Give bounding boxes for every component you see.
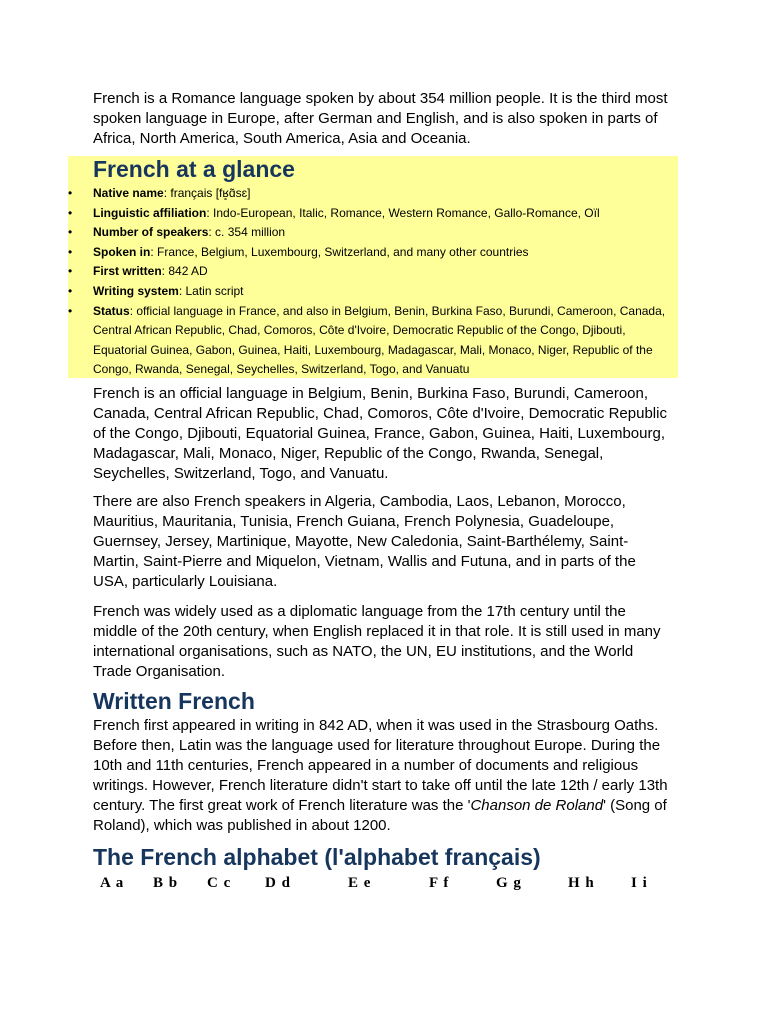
alphabet-letter: A a [100,875,125,891]
glance-item-text: : 842 AD [161,264,208,279]
alphabet-letter: F f [429,875,450,891]
alphabet-row [0,875,768,895]
alphabet-letter: I i [631,875,648,891]
alphabet-letter: C c [207,875,232,891]
glance-item-label: Native name [93,186,164,200]
glance-item-text: : c. 354 million [208,225,286,240]
bullet-icon: • [68,303,73,318]
glance-list [68,184,678,380]
bullet-icon: • [68,264,73,279]
alphabet-letter: B b [153,875,179,891]
glance-item-text: : Latin script [178,283,244,298]
glance-item-label: Spoken in [93,244,151,259]
glance-item-spoken-in [68,243,678,263]
glance-item-label: Number of speakers [93,225,209,240]
bullet-icon: • [68,244,73,259]
glance-title: French at a glance [93,156,295,182]
glance-item-label: Status [93,303,130,318]
chanson-de-roland-title: Chanson de Roland [470,797,604,814]
bullet-icon: • [68,225,73,240]
glance-item-text: : Indo-European, Italic, Romance, Western Romance, Gallo-Romance, Oïl [206,205,600,220]
glance-item-writing-system [68,282,678,302]
written-text-before: French first appeared in writing in 842 AD, when it was used in the Strasbourg Oaths. Before then, Latin was the language used for literature throughout Europe. During the 10th and 11th centuries, French appeared in a number of documents and religious writings. However, French literature didn't start to take off until the late 12th / early 13th century. The first great work of French literature was the ' [93,717,668,814]
glance-item-linguistic-affiliation [68,204,678,224]
written-text-after: ' (Song of Roland), which was published in about 1200. [93,797,667,834]
glance-item-label: Writing system [93,283,179,298]
written-french-heading: Written French [93,688,255,714]
bullet-icon: • [68,205,73,220]
glance-item-text: : français [fʁ̥ɑ̃sɛ] [163,186,251,200]
alphabet-letter: G g [496,875,522,891]
alphabet-letter: E e [348,875,372,891]
glance-box [68,156,678,378]
alphabet-letter: H h [568,875,595,891]
glance-item-first-written [68,262,678,282]
alphabet-letter: D d [265,875,291,891]
alphabet-heading: The French alphabet (l'alphabet français) [93,844,541,870]
glance-item-number-of-speakers [68,223,678,243]
official-languages-paragraph: French is an official language in Belgium, Benin, Burkina Faso, Burundi, Cameroon, Canada, Central African Republic, Chad, Comoros, Côte d'Ivoire, Democratic Republic of the Congo, Djibouti, Equatorial Guinea, France, Gabon, Guinea, Haiti, Luxembourg, Madagascar, Mali, Monaco, Niger, Republic of the Congo, Rwanda, Senegal, Seychelles, Switzerland, Togo, and Vanuatu. [93,385,667,482]
glance-item-label: First written [93,264,162,279]
diplomatic-language-paragraph: French was widely used as a diplomatic language from the 17th century until the middle of the 20th century, when English replaced it in that role. It is still used in many international organisations, such as NATO, the UN, EU institutions, and the World Trade Organisation. [93,603,661,680]
glance-item-native-name [68,184,678,204]
bullet-icon: • [68,283,73,298]
french-speakers-paragraph: There are also French speakers in Algeria, Cambodia, Laos, Lebanon, Morocco, Mauritius, Mauritania, Tunisia, French Guiana, French Polynesia, Guadeloupe, Guernsey, Jersey, Martinique, Mayotte, New Caledonia, Saint-Barthélemy, Saint-Martin, Saint-Pierre and Miquelon, Vietnam, Wallis and Futuna, and in parts of the USA, particularly Louisiana. [93,493,636,590]
glance-item-text: : France, Belgium, Luxembourg, Switzerland, and many other countries [150,244,529,259]
intro-paragraph: French is a Romance language spoken by about 354 million people. It is the third most spoken language in Europe, after German and English, and is also spoken in parts of Africa, North America, South America, Asia and Oceania. [93,90,668,147]
glance-item-status [68,302,678,380]
glance-item-label: Linguistic affiliation [93,205,207,220]
written-french-paragraph [93,716,673,836]
bullet-icon: • [68,186,73,200]
glance-item-text: : official language in France, and also in Belgium, Benin, Burkina Faso, Burundi, Cameroon, Canada, Central African Republic, Chad, Comoros, Côte d'Ivoire, Democratic Republic of the Congo, Djibouti, Equatorial Guinea, Gabon, Guinea, Haiti, Luxembourg, Madagascar, Mali, Monaco, Niger, Republic of the Congo, Rwanda, Senegal, Seychelles, Switzerland, Togo, and Vanuatu [93,303,666,377]
